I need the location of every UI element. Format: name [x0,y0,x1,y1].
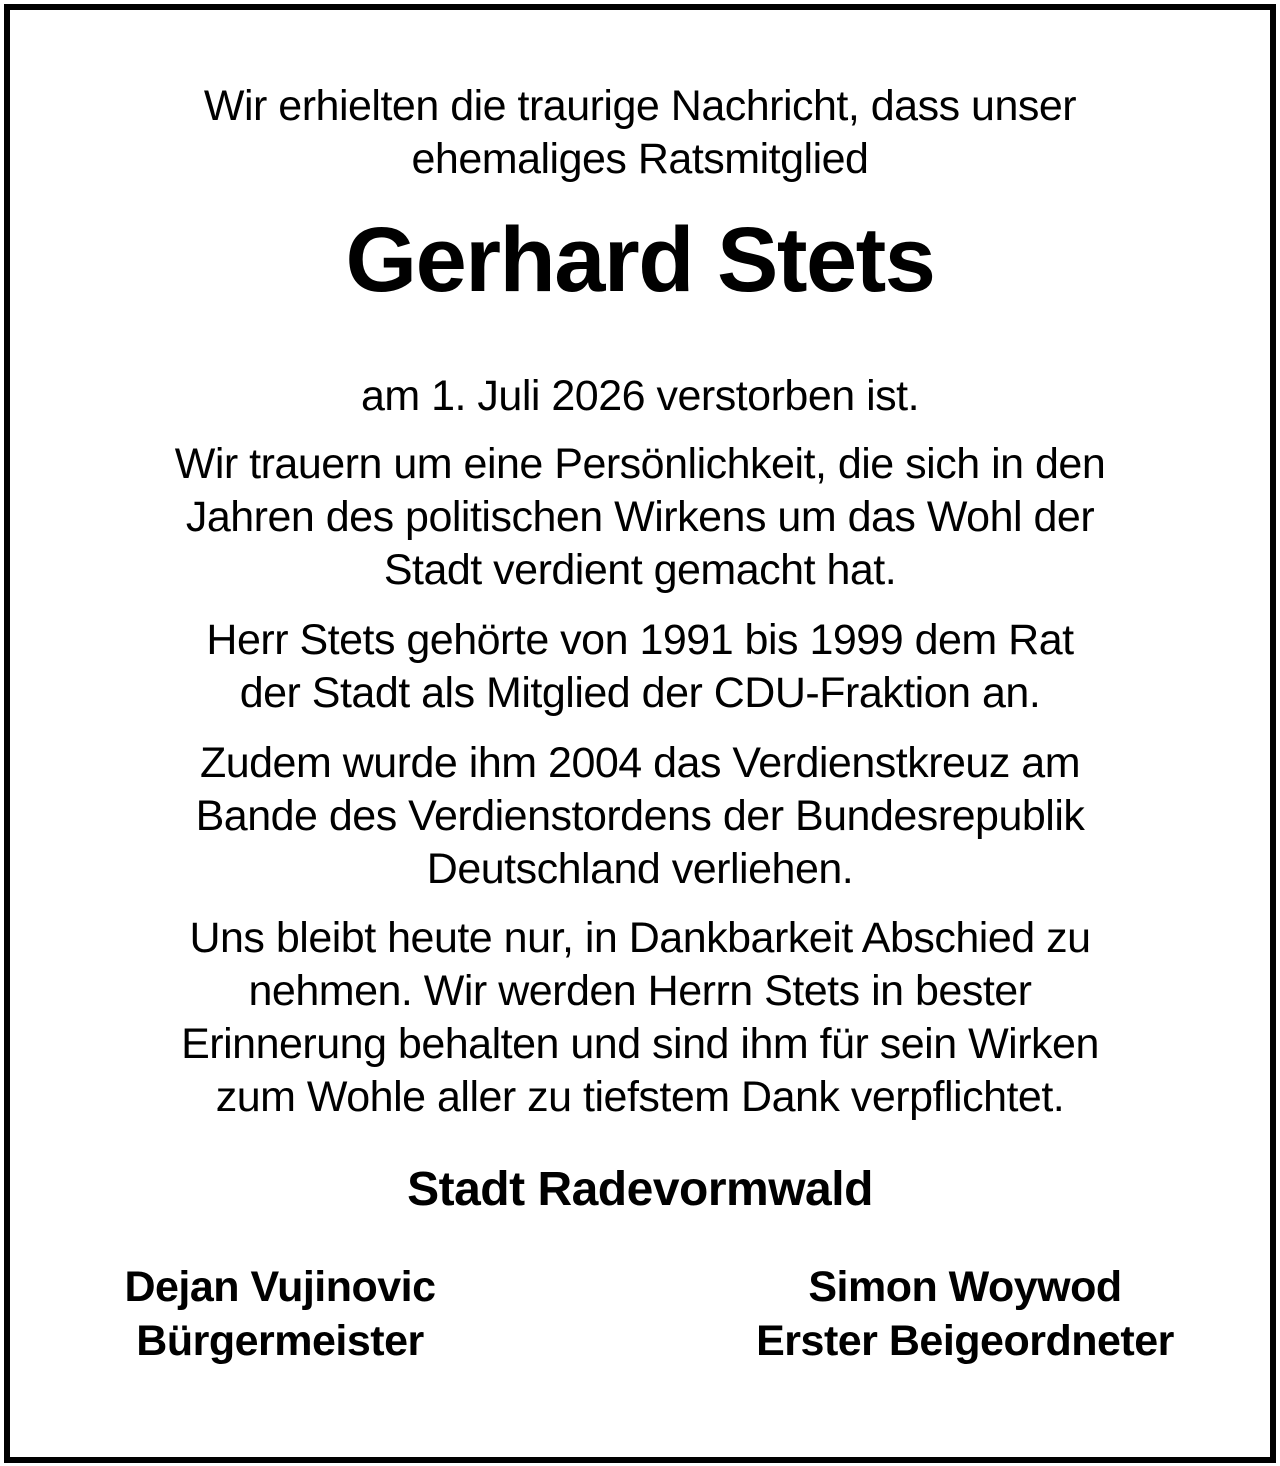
signatory-title: Bürgermeister [136,1317,424,1365]
paragraph-line: der Stadt als Mitglied der CDU-Fraktion an. [239,669,1041,717]
signatory-name: Dejan Vujinovic [124,1263,436,1311]
paragraph-tribute [0,438,1280,597]
paragraph-line: Jahren des politischen Wirkens um das Wohl der [185,493,1095,541]
paragraph-council [0,614,1280,720]
paragraph-line: Stadt verdient gemacht hat. [383,546,897,594]
death-notice-line: am 1. Juli 2026 verstorben ist. [360,372,920,420]
deceased-name: Gerhard Stets [345,209,935,311]
signatory-mayor [100,1260,460,1368]
intro-line: Wir erhielten die traurige Nachricht, dass unser [203,82,1077,130]
paragraph-line: Uns bleibt heute nur, in Dankbarkeit Abschied zu [189,914,1091,962]
organization-name: Stadt Radevormwald [407,1163,873,1216]
paragraph-line: Zudem wurde ihm 2004 das Verdienstkreuz am [199,739,1081,787]
paragraph-line: Wir trauern um eine Persönlichkeit, die sich in den [174,440,1106,488]
signatory-name: Simon Woywod [808,1263,1122,1311]
paragraph-line: nehmen. Wir werden Herrn Stets in bester [248,967,1032,1015]
intro-text [0,80,1280,186]
paragraph-farewell [0,912,1280,1124]
paragraph-line: Herr Stets gehörte von 1991 bis 1999 dem Rat [206,616,1074,664]
paragraph-line: Deutschland verliehen. [426,845,854,893]
intro-line: ehemaliges Ratsmitglied [411,135,869,183]
paragraph-honor [0,737,1280,896]
paragraph-line: zum Wohle aller zu tiefstem Dank verpflichtet. [215,1073,1065,1121]
paragraph-line: Bande des Verdienstordens der Bundesrepublik [195,792,1085,840]
paragraph-line: Erinnerung behalten und sind ihm für sein Wirken [181,1020,1099,1068]
death-notice [0,370,1280,423]
signatory-deputy [740,1260,1190,1368]
signatory-title: Erster Beigeordneter [756,1317,1174,1365]
